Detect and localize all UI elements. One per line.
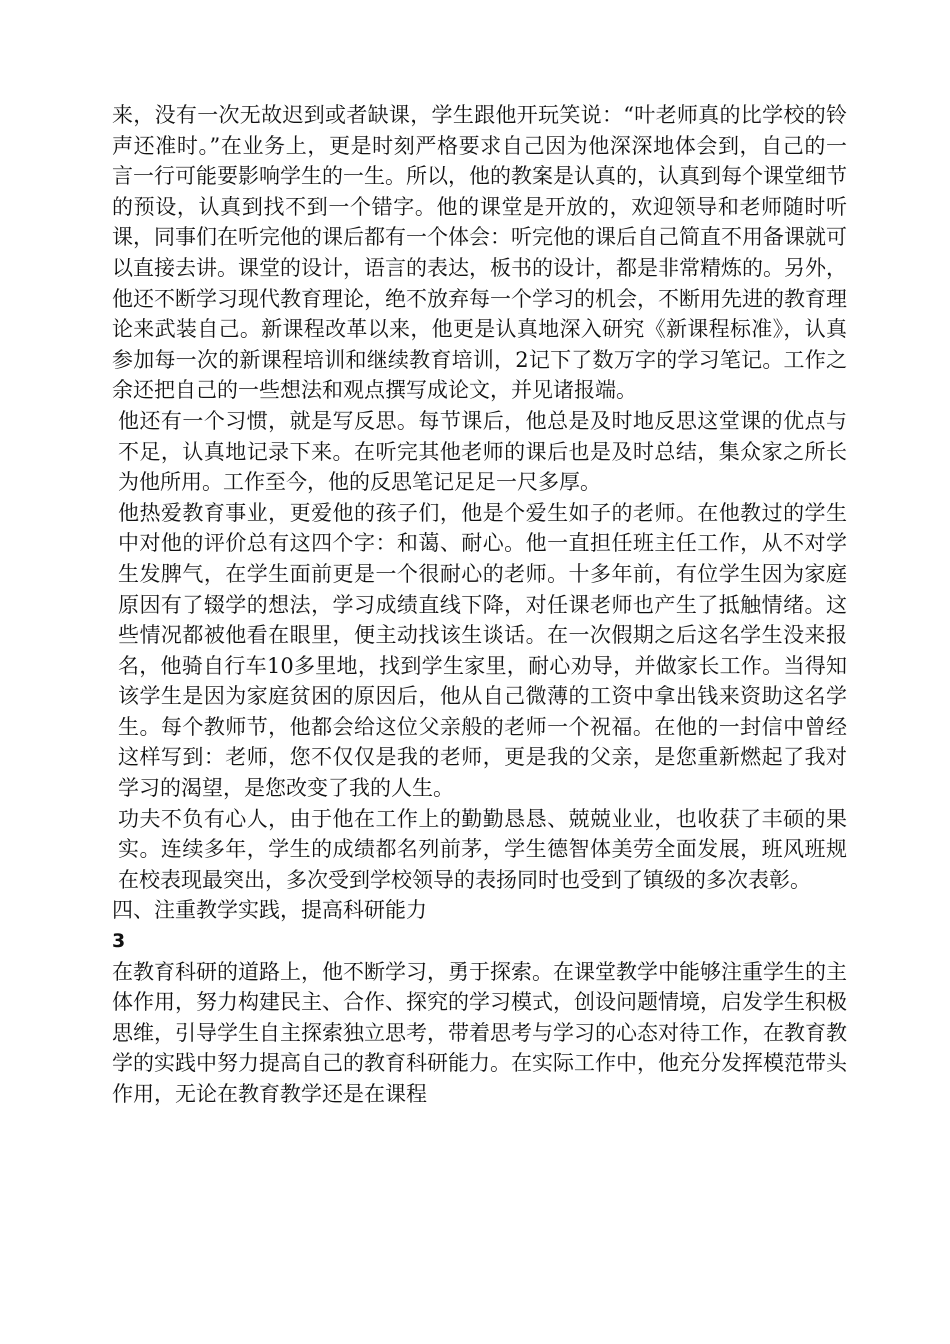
section-heading-research: 四、注重教学实践，提高科研能力 <box>112 898 427 923</box>
paragraph-caring-teacher: 他热爱教育事业，更爱他的孩子们，他是个爱生如子的老师。在他教过的学生中对他的评价总有这四个字：和蔼、耐心。他一直担任班主任工作，从不对学生发脾气，在学生面前更是一个很耐心的老师。十多年前，有位学生因为家庭原因有了辍学的想法，学习成绩直线下降，对任课老师也产生了抵触情绪。这些情况都被他看在眼里，便主动找该生谈话。在一次假期之后这名学生没来报名，他骑自行车10多里地，找到学生家里，耐心劝导，并做家长工作。当得知该学生是因为家庭贫困的原因后，他从自己微薄的工资中拿出钱来资助这名学生。每个教师节，他都会给这位父亲般的老师一个祝福。在他的一封信中曾经这样写到：老师，您不仅仅是我的老师，更是我的父亲，是您重新燃起了我对学习的渴望，是您改变了我的人生。 <box>118 500 847 801</box>
page-number: 3 <box>112 930 126 953</box>
paragraph-research: 在教育科研的道路上，他不断学习，勇于探索。在课堂教学中能够注重学生的主体作用，努力构建民主、合作、探究的学习模式，创设问题情境，启发学生积极思维，引导学生自主探索独立思考，带着思考与学习的心态对待工作，在教育教学的实践中努力提高自己的教育科研能力。在实际工作中，他充分发挥模范带头作用，无论在教育教学还是在课程 <box>112 959 847 1106</box>
paragraph-reflection: 他还有一个习惯，就是写反思。每节课后，他总是及时地反思这堂课的优点与不足，认真地记录下来。在听完其他老师的课后也是及时总结，集众家之所长为他所用。工作至今，他的反思笔记足足一尺多厚。 <box>118 408 847 495</box>
paragraph-achievements: 功夫不负有心人，由于他在工作上的勤勤恳恳、兢兢业业，也收获了丰硕的果实。连续多年，学生的成绩都名列前茅，学生德智体美劳全面发展，班风班规在校表现最突出，多次受到学校领导的表扬同时也受到了镇级的多次表彰。 <box>118 806 847 892</box>
document-page <box>112 100 847 1110</box>
paragraph-diligence: 来，没有一次无故迟到或者缺课，学生跟他开玩笑说：“叶老师真的比学校的铃声还准时。”在业务上，更是时刻严格要求自己因为他深深地体会到，自己的一言一行可能要影响学生的一生。所以，他的教案是认真的，认真到每个课堂细节的预设，认真到找不到一个错字。他的课堂是开放的，欢迎领导和老师随时听课，同事们在听完他的课后都有一个体会：听完他的课后自己简直不用备课就可以直接去讲。课堂的设计，语言的表达，板书的设计，都是非常精炼的。另外，他还不断学习现代教育理论，绝不放弃每一个学习的机会，不断用先进的教育理论来武装自己。新课程改革以来，他更是认真地深入研究《新课程标准》，认真参加每一次的新课程培训和继续教育培训，2记下了数万字的学习笔记。工作之余还把自己的一些想法和观点撰写成论文，并见诸报端。 <box>112 103 847 403</box>
